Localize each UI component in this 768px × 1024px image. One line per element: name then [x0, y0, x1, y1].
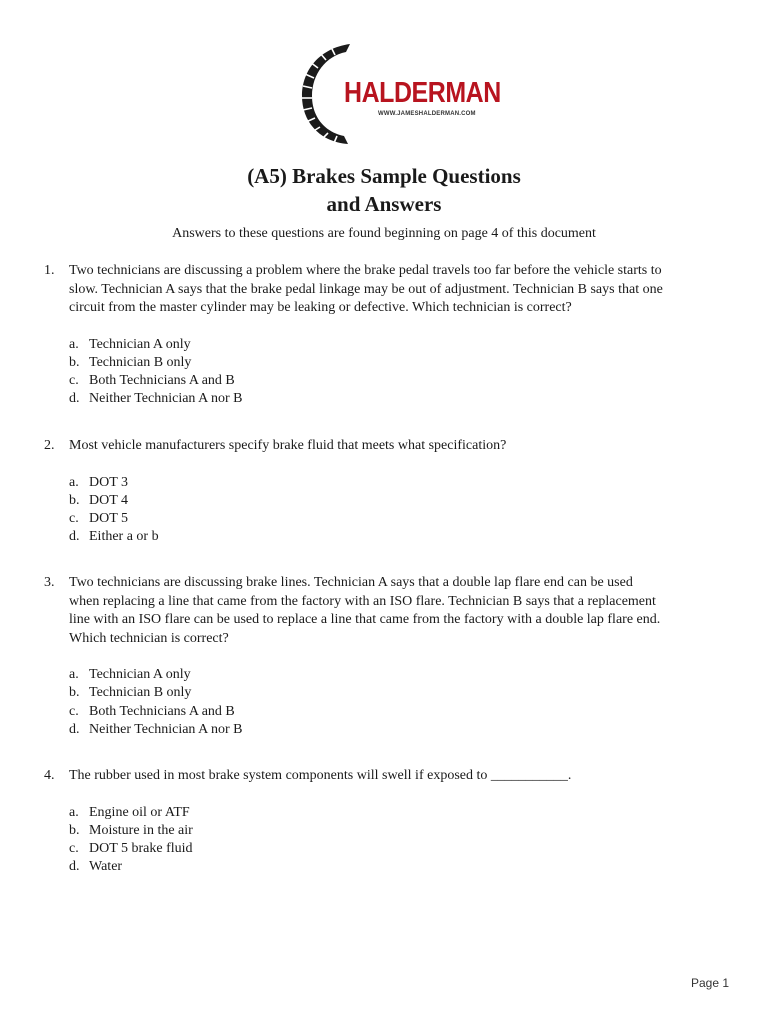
answer-options — [69, 474, 724, 547]
option-text: DOT 5 brake fluid — [89, 841, 193, 857]
answer-options — [69, 336, 724, 409]
option-text: Neither Technician A nor B — [89, 721, 243, 737]
question-line: circuit from the master cylinder may be leaking or defective. Which technician is correct? — [69, 300, 572, 315]
question-line: line with an ISO flare can be used to replace a line that came from the factory with a double lap flare end. — [69, 612, 661, 627]
option-letter: c. — [69, 511, 79, 527]
answer-option-d — [69, 858, 724, 876]
question-line: Which technician is correct? — [69, 630, 229, 646]
document-subtitle: Answers to these questions are found beginning on page 4 of this document — [172, 226, 596, 241]
answer-option-a — [69, 474, 724, 492]
option-letter: a. — [69, 804, 79, 820]
option-text: DOT 4 — [89, 492, 129, 508]
option-letter: b. — [69, 822, 80, 838]
option-letter: b. — [69, 492, 80, 508]
answer-option-a — [69, 666, 724, 684]
question-1 — [44, 262, 724, 409]
answer-option-b — [69, 492, 724, 510]
option-text: DOT 3 — [89, 474, 129, 490]
option-text: Either a or b — [89, 529, 159, 545]
option-letter: d. — [69, 859, 80, 875]
question-number: 2. — [44, 438, 55, 453]
question-number: 1. — [44, 263, 55, 278]
question-line: Two technicians are discussing a problem where the brake pedal travels too far before the vehicle starts to — [69, 263, 662, 278]
question-line: when replacing a line that came from the factory with an ISO flare. Technician B says that a replacement — [69, 593, 656, 609]
question-text — [69, 262, 724, 318]
question-line: slow. Technician A says that the brake pedal linkage may be out of adjustment. Technician B says that one — [69, 281, 663, 297]
answer-option-a — [69, 804, 724, 822]
question-line: Two technicians are discussing brake lines. Technician A says that a double lap flare end can be used — [69, 575, 633, 590]
option-letter: b. — [69, 354, 80, 370]
option-letter: d. — [69, 529, 80, 545]
option-text: DOT 5 — [89, 511, 129, 527]
option-text: Technician A only — [89, 667, 191, 682]
answer-options — [69, 666, 724, 739]
question-text — [69, 574, 724, 648]
option-text: Neither Technician A nor B — [89, 391, 243, 407]
title-line-1: (A5) Brakes Sample Questions — [247, 164, 521, 188]
option-text: Both Technicians A and B — [89, 373, 235, 389]
option-text: Technician A only — [89, 336, 191, 352]
answer-option-a — [69, 336, 724, 354]
answer-option-d — [69, 528, 724, 546]
answer-option-c — [69, 840, 724, 858]
option-letter: a. — [69, 474, 79, 490]
question-text — [69, 437, 724, 456]
option-letter: a. — [69, 667, 79, 682]
option-text: Moisture in the air — [89, 822, 193, 838]
answer-options — [69, 804, 724, 877]
question-line: Most vehicle manufacturers specify brake fluid that meets what specification? — [69, 438, 507, 453]
answer-option-c — [69, 703, 724, 721]
document-title — [0, 162, 768, 218]
question-number: 4. — [44, 768, 55, 783]
option-text: Engine oil or ATF — [89, 804, 190, 820]
answer-option-d — [69, 390, 724, 408]
option-letter: b. — [69, 685, 80, 701]
question-4 — [44, 767, 724, 877]
option-text: Both Technicians A and B — [89, 703, 235, 719]
logo-wordmark: HALDERMAN — [344, 77, 501, 109]
option-letter: c. — [69, 841, 79, 857]
question-line: The rubber used in most brake system components will swell if exposed to ___________. — [69, 768, 572, 783]
option-letter: c. — [69, 373, 79, 389]
option-text: Technician B only — [89, 685, 192, 701]
page-number: Page 1 — [691, 976, 730, 990]
answer-option-c — [69, 510, 724, 528]
option-letter: c. — [69, 703, 79, 719]
answer-option-b — [69, 684, 724, 702]
question-2 — [44, 437, 724, 547]
question-number: 3. — [44, 575, 55, 590]
answer-option-d — [69, 721, 724, 739]
logo-url: WWW.JAMESHALDERMAN.COM — [378, 111, 476, 117]
title-line-2: and Answers — [326, 192, 442, 216]
question-3 — [44, 574, 724, 739]
answer-option-c — [69, 372, 724, 390]
halderman-logo — [298, 42, 501, 146]
option-text: Technician B only — [89, 354, 192, 370]
question-text — [69, 767, 724, 786]
option-letter: a. — [69, 336, 79, 352]
option-letter: d. — [69, 721, 80, 737]
option-text: Water — [89, 859, 123, 875]
answer-option-b — [69, 354, 724, 372]
option-letter: d. — [69, 391, 80, 407]
answer-option-b — [69, 822, 724, 840]
